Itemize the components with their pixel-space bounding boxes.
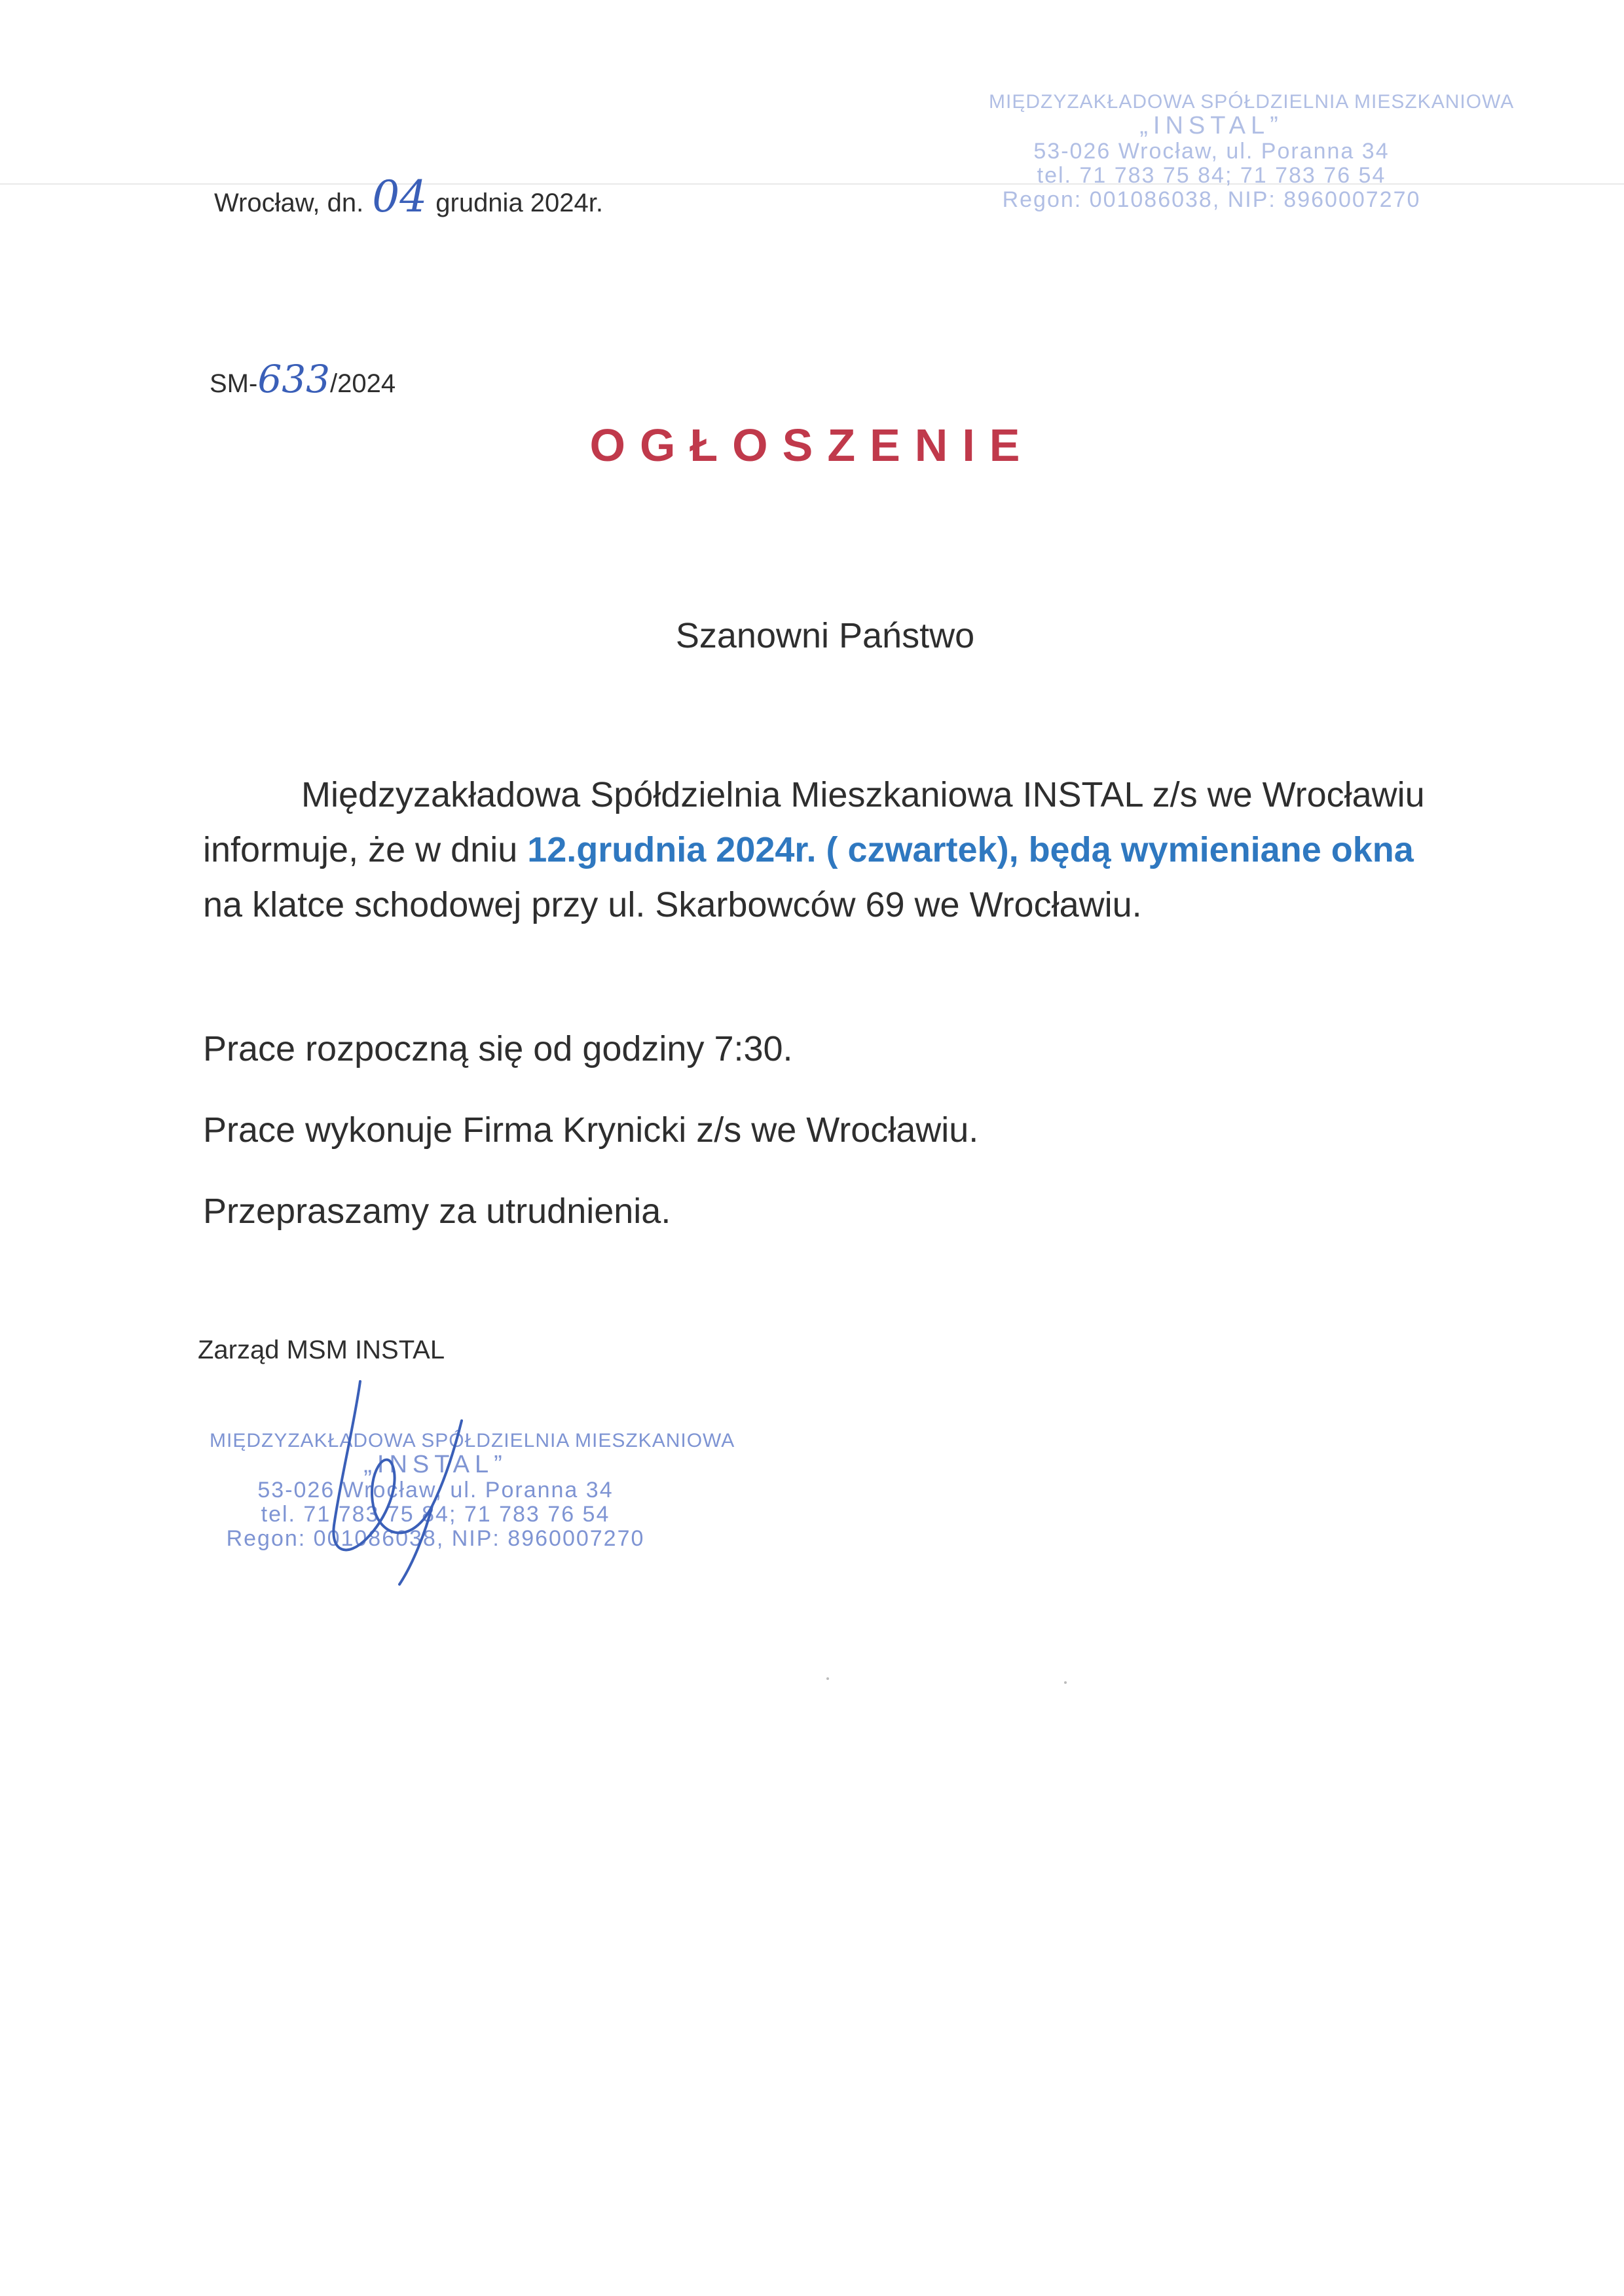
handwritten-day: 04 xyxy=(372,172,428,222)
company-stamp-top xyxy=(989,91,1515,212)
announcement-paragraph xyxy=(203,767,1447,932)
scan-speck xyxy=(826,1677,829,1680)
stamp-line-5: Regon: 001086038, NIP: 8960007270 xyxy=(1002,187,1421,212)
stamp-line-5: Regon: 001086038, NIP: 8960007270 xyxy=(226,1525,645,1551)
stamp-line-2: „INSTAL” xyxy=(363,1451,507,1479)
stamp-line-1: MIĘDZYZAKŁADOWA SPÓŁDZIELNIA MIESZKANIOWA xyxy=(989,91,1515,113)
handwritten-ref-number: 633 xyxy=(257,357,331,401)
stamp-line-1: MIĘDZYZAKŁADOWA SPÓŁDZIELNIA MIESZKANIOWA xyxy=(210,1430,735,1451)
stamp-line-4: tel. 71 783 75 84; 71 783 76 54 xyxy=(1037,163,1386,189)
apology-line: Przepraszamy za utrudnienia. xyxy=(203,1192,671,1231)
handwritten-signature xyxy=(321,1375,491,1591)
stamp-line-4: tel. 71 783 75 84; 71 783 76 54 xyxy=(261,1502,610,1527)
paragraph-text-a: Międzyzakładowa Spółdzielnia Mieszkaniowa INSTAL z/s we Wrocławiu informuje, że w dniu xyxy=(203,775,1425,869)
greeting: Szanowni Państwo xyxy=(675,616,975,655)
date-suffix: grudnia 2024r. xyxy=(435,189,604,217)
start-time-line: Prace rozpoczną się od godziny 7:30. xyxy=(203,1029,793,1068)
highlighted-date-text: 12.grudnia 2024r. ( czwartek), będą wymieniane okna xyxy=(527,830,1414,869)
stamp-line-3: 53-026 Wrocław, ul. Poranna 34 xyxy=(1033,139,1390,164)
document-title: OGŁOSZENIE xyxy=(589,420,1035,471)
contractor-line: Prace wykonuje Firma Krynicki z/s we Wrocławiu. xyxy=(203,1110,979,1150)
stamp-line-2: „INSTAL” xyxy=(1139,112,1283,140)
date-line xyxy=(214,172,603,222)
stamp-line-3: 53-026 Wrocław, ul. Poranna 34 xyxy=(257,1478,614,1503)
ref-suffix: /2024 xyxy=(330,369,396,398)
date-prefix: Wrocław, dn. xyxy=(214,189,364,217)
signoff: Zarząd MSM INSTAL xyxy=(198,1336,445,1364)
paragraph-text-b: na klatce schodowej przy ul. Skarbowców 69 we Wrocławiu. xyxy=(203,885,1142,924)
scan-speck xyxy=(1064,1681,1067,1684)
ref-prefix: SM- xyxy=(210,369,258,398)
reference-number xyxy=(210,357,396,401)
